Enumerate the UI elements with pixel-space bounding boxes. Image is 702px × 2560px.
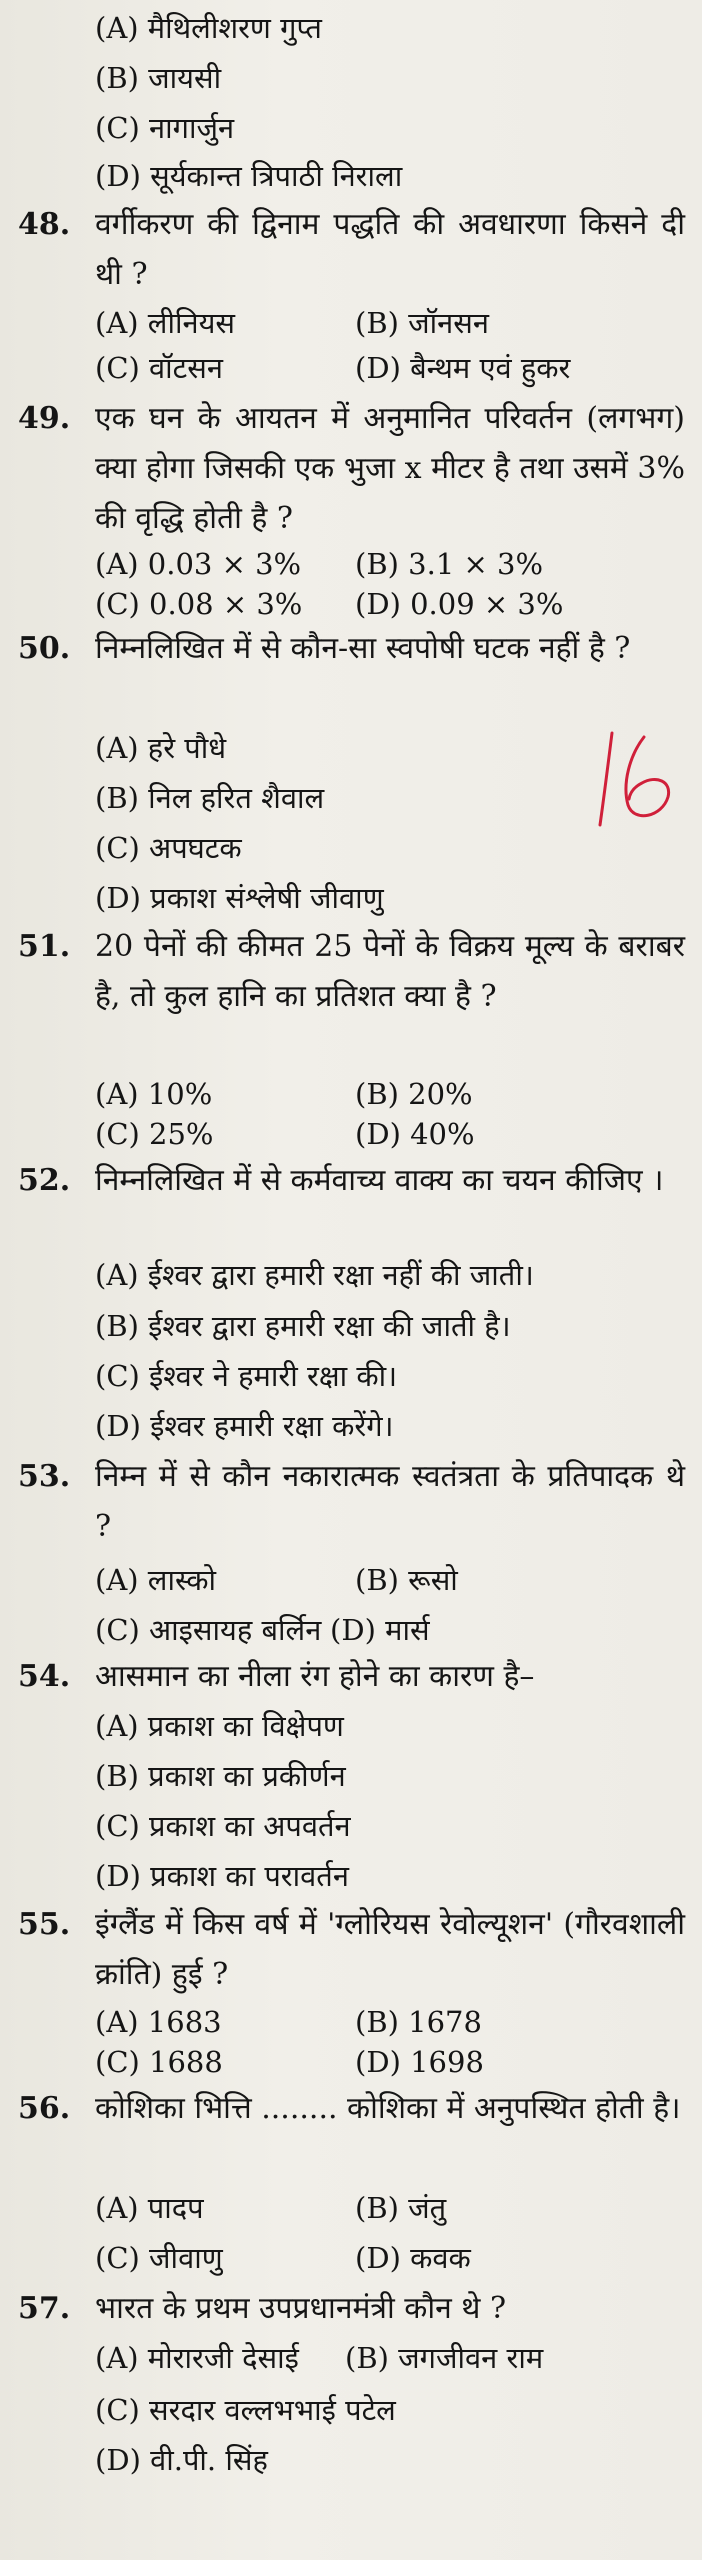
q56-option-b: (B) जंतु — [355, 2191, 447, 2225]
q51-option-c: (C) 25% — [95, 1117, 214, 1151]
q53-option-d: (D) मार्स — [330, 1613, 430, 1647]
question-text: आसमान का नीला रंग होने का कारण है– — [95, 1659, 535, 1694]
q55-option-b: (B) 1678 — [355, 2005, 482, 2039]
q48-option-a: (A) लीनियस — [95, 306, 235, 340]
question-text: एक घन के आयतन में अनुमानित परिवर्तन (लगभग) क्या होगा जिसकी एक भुजा x मीटर है तथा उसमें 3% की वृद्धि होती है ? — [95, 401, 685, 536]
q50-option-d: (D) प्रकाश संश्लेषी जीवाणु — [95, 881, 384, 915]
q52-option-c: (C) ईश्वर ने हमारी रक्षा की। — [95, 1359, 398, 1393]
question-text: भारत के प्रथम उपप्रधानमंत्री कौन थे ? — [95, 2291, 507, 2326]
question-text: निम्न में से कौन नकारात्मक स्वतंत्रता के प्रतिपादक थे ? — [95, 1459, 685, 1544]
q47-option-a: (A) मैथिलीशरण गुप्त — [95, 11, 322, 45]
q49-option-b: (B) 3.1 × 3% — [355, 547, 544, 581]
q52-option-b: (B) ईश्वर द्वारा हमारी रक्षा की जाती है। — [95, 1309, 511, 1343]
q51-option-d: (D) 40% — [355, 1117, 475, 1151]
question-number: 57. — [18, 2291, 71, 2326]
question-number: 51. — [18, 929, 71, 964]
q52-option-a: (A) ईश्वर द्वारा हमारी रक्षा नहीं की जाती। — [95, 1258, 534, 1292]
question-number: 55. — [18, 1907, 71, 1942]
q55-option-c: (C) 1688 — [95, 2045, 223, 2079]
question-text: वर्गीकरण की द्विनाम पद्धति की अवधारणा किसने दी थी ? — [95, 207, 685, 292]
q55-option-d: (D) 1698 — [355, 2045, 484, 2079]
q47-option-c: (C) नागार्जुन — [95, 111, 235, 145]
q53-option-b: (B) रूसो — [355, 1563, 458, 1597]
question-text: 20 पेनों की कीमत 25 पेनों के विक्रय मूल्य के बराबर है, तो कुल हानि का प्रतिशत क्या है ? — [95, 929, 685, 1014]
question-number: 53. — [18, 1459, 71, 1494]
question-number: 52. — [18, 1163, 71, 1198]
q56-option-d: (D) कवक — [355, 2241, 471, 2275]
q54-option-d: (D) प्रकाश का परावर्तन — [95, 1859, 349, 1893]
q50-option-a: (A) हरे पौधे — [95, 731, 227, 765]
q57-option-d: (D) वी.पी. सिंह — [95, 2443, 268, 2477]
q48-option-d: (D) बैन्थम एवं हुकर — [355, 351, 571, 385]
question-number: 56. — [18, 2091, 71, 2126]
question-number: 48. — [18, 207, 71, 242]
q49-option-a: (A) 0.03 × 3% — [95, 547, 302, 581]
question-text: निम्नलिखित में से कौन-सा स्वपोषी घटक नहीं है ? — [95, 631, 631, 666]
q54-option-a: (A) प्रकाश का विक्षेपण — [95, 1709, 344, 1743]
q48-option-c: (C) वॉटसन — [95, 351, 223, 385]
q57-option-c: (C) सरदार वल्लभभाई पटेल — [95, 2393, 396, 2427]
q54-option-b: (B) प्रकाश का प्रकीर्णन — [95, 1759, 346, 1793]
q53-option-c: (C) आइसायह बर्लिन — [95, 1613, 322, 1647]
q50-option-b: (B) निल हरित शैवाल — [95, 781, 325, 815]
q54-option-c: (C) प्रकाश का अपवर्तन — [95, 1809, 351, 1843]
q56-option-c: (C) जीवाणु — [95, 2241, 223, 2275]
question-number: 49. — [18, 401, 71, 436]
q53-option-a: (A) लास्को — [95, 1563, 217, 1597]
q47-option-b: (B) जायसी — [95, 61, 222, 95]
q57-option-b: (B) जगजीवन राम — [345, 2341, 544, 2375]
q48-option-b: (B) जॉनसन — [355, 306, 489, 340]
q57-option-a: (A) मोरारजी देसाई — [95, 2341, 299, 2375]
question-number: 54. — [18, 1659, 71, 1694]
q49-option-d: (D) 0.09 × 3% — [355, 587, 564, 621]
question-text: कोशिका भित्ति ........ कोशिका में अनुपस्थित होती है। — [95, 2091, 681, 2126]
q51-option-a: (A) 10% — [95, 1077, 213, 1111]
q51-option-b: (B) 20% — [355, 1077, 473, 1111]
q50-option-c: (C) अपघटक — [95, 831, 242, 865]
question-text: इंग्लैंड में किस वर्ष में 'ग्लोरियस रेवोल्यूशन' (गौरवशाली क्रांति) हुई ? — [95, 1907, 685, 1992]
q56-option-a: (A) पादप — [95, 2191, 204, 2225]
q47-option-d: (D) सूर्यकान्त त्रिपाठी निराला — [95, 159, 403, 193]
q55-option-a: (A) 1683 — [95, 2005, 222, 2039]
question-number: 50. — [18, 631, 71, 666]
q49-option-c: (C) 0.08 × 3% — [95, 587, 303, 621]
handwritten-score-mark — [592, 725, 682, 830]
q52-option-d: (D) ईश्वर हमारी रक्षा करेंगे। — [95, 1409, 394, 1443]
question-text: निम्नलिखित में से कर्मवाच्य वाक्य का चयन कीजिए । — [95, 1163, 664, 1198]
